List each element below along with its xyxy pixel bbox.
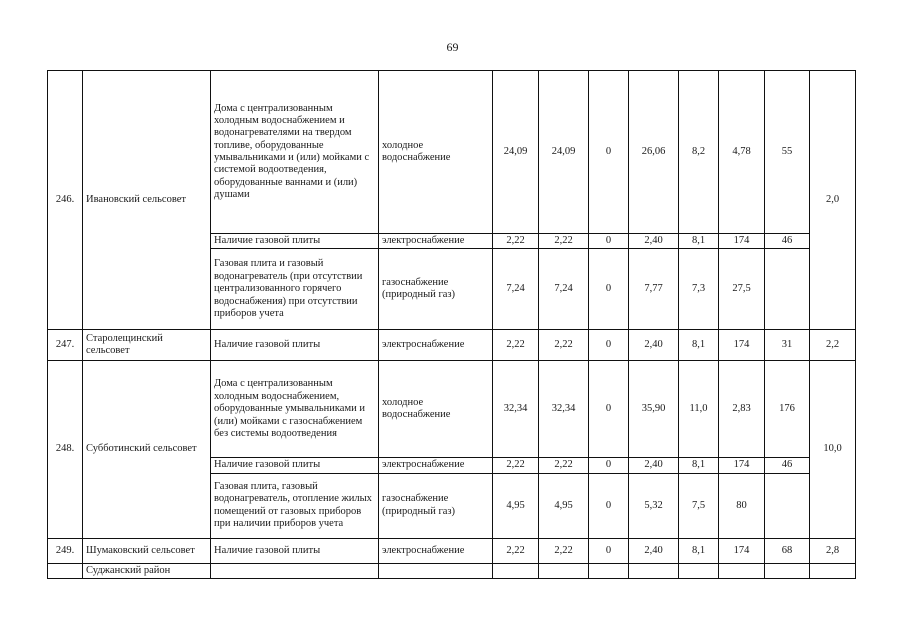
value-cell: 2,22 [493,538,539,563]
value-cell: 176 [765,361,810,458]
empty-cell [589,563,629,578]
value-cell: 7,5 [679,473,719,538]
value-cell: 32,34 [539,361,589,458]
value-cell: 0 [589,361,629,458]
housing-description: Наличие газовой плиты [211,330,379,361]
value-cell: 24,09 [493,71,539,234]
value-cell [765,473,810,538]
utility-service: газоснабжение (природный газ) [379,473,493,538]
value-cell: 2,22 [493,234,539,249]
value-cell: 2,22 [539,458,589,473]
value-cell: 7,24 [493,249,539,330]
table-row [48,330,856,361]
value-cell: 174 [719,234,765,249]
empty-cell [539,563,589,578]
value-cell: 0 [589,249,629,330]
empty-cell [810,563,856,578]
housing-description: Дома с централизованным холодным водоснабжением и водонагревателями на твердом топливе, оборудованные умывальниками и (или) мойками с системой водоотведения, оборудованные ваннами и (или) душами [211,71,379,234]
utility-service: электроснабжение [379,458,493,473]
utility-service: электроснабжение [379,330,493,361]
value-cell: 68 [765,538,810,563]
value-cell: 32,34 [493,361,539,458]
housing-description: Дома с централизованным холодным водоснабжением, оборудованные умывальниками и (или) мойками с газоснабжением без системы водоотведения [211,361,379,458]
value-cell: 27,5 [719,249,765,330]
value-cell: 0 [589,330,629,361]
page-number: 69 [446,40,459,54]
tariff-table [47,70,856,579]
settlement-name: Субботинский сельсовет [83,361,211,538]
utility-service: электроснабжение [379,234,493,249]
utility-service: холодное водоснабжение [379,71,493,234]
utility-service: газоснабжение (природный газ) [379,249,493,330]
value-cell: 2,22 [539,330,589,361]
value-cell [765,249,810,330]
empty-cell [679,563,719,578]
settlement-name: Ивановский сельсовет [83,71,211,330]
value-cell: 2,22 [539,234,589,249]
value-cell: 24,09 [539,71,589,234]
value-cell: 26,06 [629,71,679,234]
value-cell: 0 [589,234,629,249]
table-row [48,361,856,458]
value-cell: 46 [765,458,810,473]
value-cell: 2,22 [493,458,539,473]
table-row [48,538,856,563]
value-cell: 2,22 [539,538,589,563]
table-row [48,71,856,234]
value-cell: 55 [765,71,810,234]
value-cell: 2,40 [629,330,679,361]
empty-cell [719,563,765,578]
value-cell: 8,1 [679,234,719,249]
housing-description: Наличие газовой плиты [211,234,379,249]
empty-cell [629,563,679,578]
housing-description: Наличие газовой плиты [211,538,379,563]
value-cell: 2,40 [629,538,679,563]
value-cell: 2,22 [493,330,539,361]
value-cell: 174 [719,458,765,473]
row-number: 247. [48,330,83,361]
value-cell: 2,40 [629,234,679,249]
value-cell: 0 [589,458,629,473]
row-number: 246. [48,71,83,330]
empty-cell [48,563,83,578]
empty-cell [765,563,810,578]
settlement-name: Шумаковский сельсовет [83,538,211,563]
utility-service: электроснабжение [379,538,493,563]
value-cell: 7,24 [539,249,589,330]
utility-service: холодное водоснабжение [379,361,493,458]
value-cell: 4,78 [719,71,765,234]
group-value: 2,2 [810,330,856,361]
value-cell: 0 [589,473,629,538]
row-number: 249. [48,538,83,563]
value-cell: 8,1 [679,458,719,473]
value-cell: 174 [719,330,765,361]
value-cell: 8,1 [679,538,719,563]
value-cell: 35,90 [629,361,679,458]
value-cell: 2,40 [629,458,679,473]
value-cell: 7,77 [629,249,679,330]
value-cell: 174 [719,538,765,563]
district-name: Суджанский район [83,563,211,578]
group-value: 2,8 [810,538,856,563]
group-value: 2,0 [810,71,856,330]
value-cell: 31 [765,330,810,361]
settlement-name: Старолещинский сельсовет [83,330,211,361]
value-cell: 0 [589,538,629,563]
empty-cell [379,563,493,578]
value-cell: 8,2 [679,71,719,234]
value-cell: 7,3 [679,249,719,330]
empty-cell [493,563,539,578]
housing-description: Наличие газовой плиты [211,458,379,473]
table-row [48,563,856,578]
value-cell: 2,83 [719,361,765,458]
value-cell: 4,95 [539,473,589,538]
value-cell: 11,0 [679,361,719,458]
value-cell: 80 [719,473,765,538]
value-cell: 0 [589,71,629,234]
group-value: 10,0 [810,361,856,538]
value-cell: 8,1 [679,330,719,361]
value-cell: 4,95 [493,473,539,538]
empty-cell [211,563,379,578]
value-cell: 46 [765,234,810,249]
housing-description: Газовая плита, газовый водонагреватель, отопление жилых помещений от газовых приборов при наличии приборов учета [211,473,379,538]
housing-description: Газовая плита и газовый водонагреватель (при отсутствии централизованного горячего водоснабжения) при отсутствии приборов учета [211,249,379,330]
row-number: 248. [48,361,83,538]
value-cell: 5,32 [629,473,679,538]
